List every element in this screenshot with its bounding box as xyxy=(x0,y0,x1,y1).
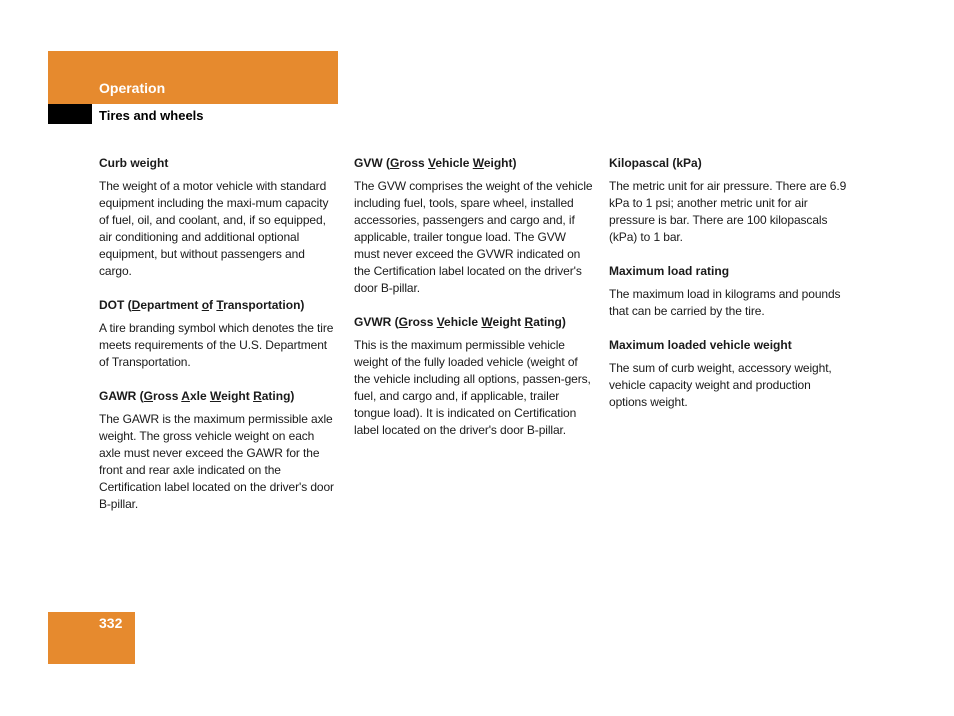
page-number: 332 xyxy=(99,615,123,631)
entry-dot xyxy=(99,297,339,371)
column-1 xyxy=(99,155,339,530)
column-2 xyxy=(354,155,594,456)
entry-title: Curb weight xyxy=(99,156,169,170)
entry-body: A tire branding symbol which denotes the tire meets requirements of the U.S. Department of Transportation. xyxy=(99,321,334,369)
subsection-marker xyxy=(48,104,92,124)
entry-title: GVWR (Gross Vehicle Weight Rating) xyxy=(354,315,566,329)
entry-kilopascal xyxy=(609,155,849,246)
entry-body: The GVW comprises the weight of the vehicle including fuel, tools, spare wheel, installed accessories, passengers and cargo and, if applicable, trailer tongue load. The GVW must never exceed the GVWR indicated on the Certification label located on the driver's door B-pillar. xyxy=(354,179,593,295)
column-3 xyxy=(609,155,849,428)
entry-gawr xyxy=(99,388,339,513)
entry-maximum-load-rating xyxy=(609,263,849,320)
entry-body: The weight of a motor vehicle with standard equipment including the maxi-mum capacity of fuel, oil, and coolant, and, if so equipped, air conditioning and additional optional equipment, but without passengers and cargo. xyxy=(99,179,329,278)
entry-title: GVW (Gross Vehicle Weight) xyxy=(354,156,517,170)
entry-title: Maximum load rating xyxy=(609,264,730,278)
entry-title: DOT (Department of Transportation) xyxy=(99,298,305,312)
entry-body: The GAWR is the maximum permissible axle weight. The gross vehicle weight on each axle must never exceed the GAWR for the front and rear axle indicated on the Certification label located on the driver's door B-pillar. xyxy=(99,412,334,511)
entry-curb-weight xyxy=(99,155,339,280)
entry-body: The metric unit for air pressure. There are 6.9 kPa to 1 psi; another metric unit for air pressure is bar. There are 100 kilopascals (kPa) to 1 bar. xyxy=(609,179,847,244)
entry-body: This is the maximum permissible vehicle weight of the fully loaded vehicle (weight of the vehicle including all options, passen-gers, fuel, and cargo and, if applicable, trailer tongue load). It is indicated on Certification label located on the driver's door B-pillar. xyxy=(354,338,591,437)
entry-title: Maximum loaded vehicle weight xyxy=(609,338,792,352)
entry-title: Kilopascal (kPa) xyxy=(609,156,702,170)
subsection-title: Tires and wheels xyxy=(99,108,204,123)
entry-maximum-loaded-vehicle-weight xyxy=(609,337,849,411)
entry-title: GAWR (Gross Axle Weight Rating) xyxy=(99,389,295,403)
section-header-band xyxy=(48,51,338,104)
entry-body: The sum of curb weight, accessory weight, vehicle capacity weight and production options weight. xyxy=(609,361,832,409)
entry-gvwr xyxy=(354,314,594,439)
entry-gvw xyxy=(354,155,594,297)
section-title: Operation xyxy=(99,80,166,96)
entry-body: The maximum load in kilograms and pounds that can be carried by the tire. xyxy=(609,287,841,318)
